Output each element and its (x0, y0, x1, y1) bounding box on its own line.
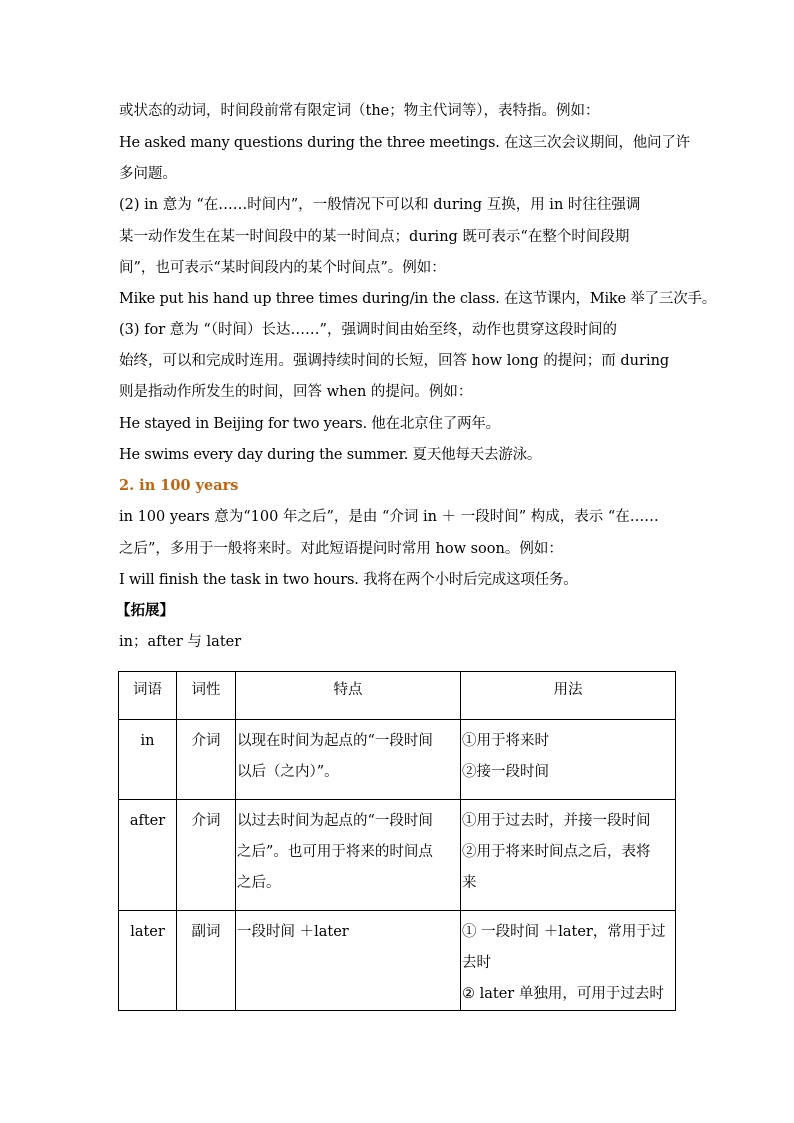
header-cell-word: 词语 (119, 672, 177, 720)
example-sentence: I will finish the task in two hours. 我将在两个小时后完成这项任务。 (119, 572, 578, 588)
header-cell-feature: 特点 (236, 672, 461, 720)
table-row (119, 800, 676, 911)
paragraph-line: (2) in 意为 “在……时间内”，一般情况下可以和 during 互换，用 in 时往往强调 (119, 197, 641, 213)
cell-word: later (119, 911, 177, 1011)
cell-feature: 以过去时间为起点的“一段时间 之后”。也可用于将来的时间点 之后。 (236, 800, 461, 911)
cell-usage: ①用于将来时 ②接一段时间 (461, 720, 676, 800)
paragraph-line: 间”，也可表示“某时间段内的某个时间点”。例如： (119, 260, 446, 276)
header-cell-usage: 用法 (461, 672, 676, 720)
cell-feature: 一段时间 ＋later (236, 911, 461, 1011)
example-sentence: He asked many questions during the three meetings. 在这三次会议期间，他问了许 (119, 135, 690, 151)
paragraph-line: (3) for 意为 “（时间）长达……”，强调时间由始至终，动作也贯穿这段时间的 (119, 322, 617, 338)
paragraph-line: in 100 years 意为“100 年之后”，是由 “介词 in ＋ 一段时间” 构成，表示 “在…… (119, 509, 659, 525)
table-header-row (119, 672, 676, 720)
table-row (119, 720, 676, 800)
example-sentence: Mike put his hand up three times during/in the class. 在这节课内，Mike 举了三次手。 (119, 291, 717, 307)
example-sentence: He swims every day during the summer. 夏天他每天去游泳。 (119, 447, 542, 463)
header-cell-pos: 词性 (177, 672, 236, 720)
example-sentence: He stayed in Beijing for two years. 他在北京住了两年。 (119, 416, 500, 432)
section-heading: 2. in 100 years (119, 477, 239, 494)
extension-subtitle: in；after 与 later (119, 634, 242, 650)
cell-word: after (119, 800, 177, 911)
comparison-table (118, 671, 676, 1011)
cell-word: in (119, 720, 177, 800)
paragraph-line: 某一动作发生在某一时间段中的某一时间点；during 既可表示“在整个时间段期 (119, 229, 630, 245)
paragraph-line: 始终，可以和完成时连用。强调持续时间的长短，回答 how long 的提问；而 during (119, 353, 670, 369)
extension-label: 【拓展】 (116, 602, 174, 619)
cell-pos: 介词 (177, 800, 236, 911)
table-row (119, 911, 676, 1011)
example-translation: 多问题。 (119, 166, 177, 182)
cell-feature: 以现在时间为起点的“一段时间 以后（之内）”。 (236, 720, 461, 800)
cell-usage: ①用于过去时，并接一段时间 ②用于将来时间点之后，表将 来 (461, 800, 676, 911)
cell-pos: 介词 (177, 720, 236, 800)
paragraph-line: 则是指动作所发生的时间，回答 when 的提问。例如： (119, 384, 473, 400)
cell-usage: ① 一段时间 ＋later，常用于过 去时 ② later 单独用，可用于过去时 (461, 911, 676, 1011)
cell-pos: 副词 (177, 911, 236, 1011)
paragraph-line: 或状态的动词，时间段前常有限定词（the；物主代词等），表特指。例如： (119, 103, 600, 119)
paragraph-line: 之后”，多用于一般将来时。对此短语提问时常用 how soon。例如： (119, 541, 563, 557)
